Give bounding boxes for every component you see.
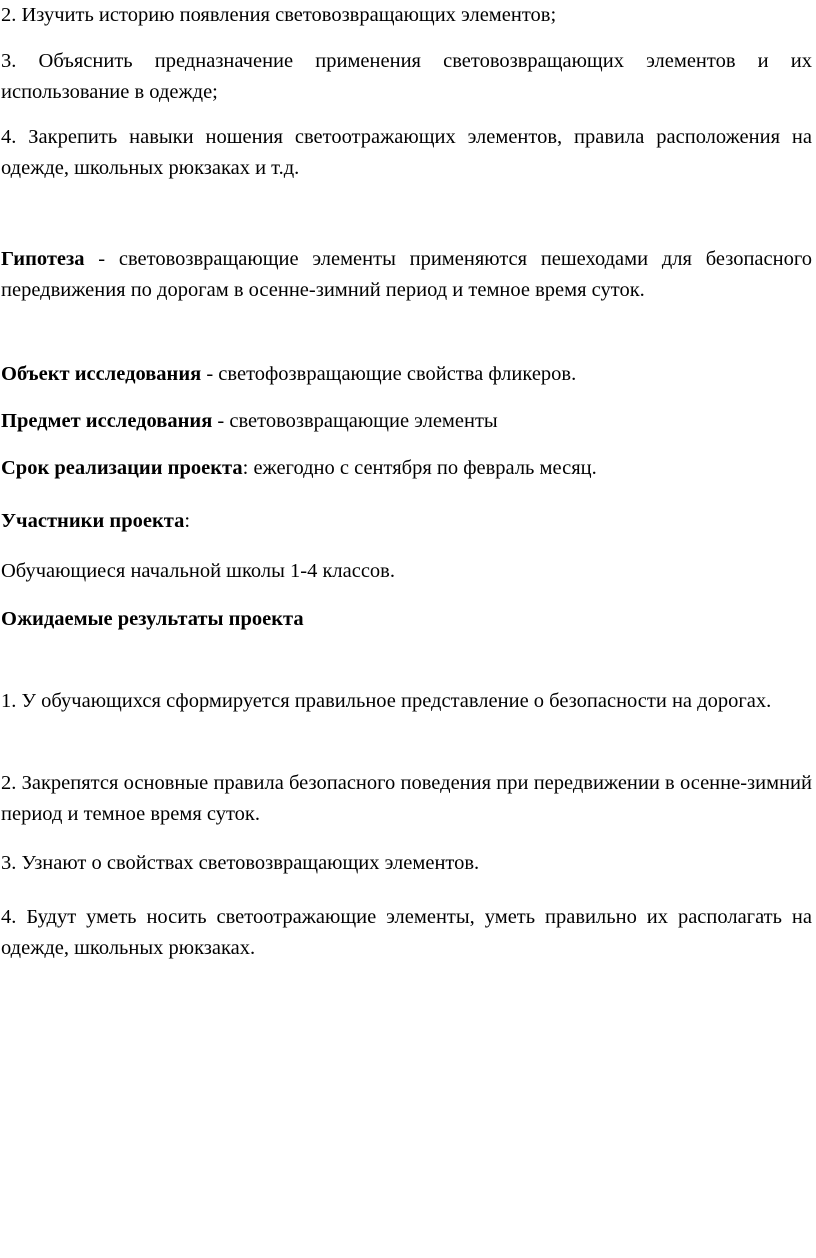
term-text: : ежегодно с сентября по февраль месяц. (242, 457, 597, 479)
results-heading: Ожидаемые результаты проекта (1, 608, 304, 630)
subject-paragraph (1, 406, 812, 437)
goal-item-3: 3. Объяснить предназначение применения световозвращающих элементов и их использование в одежде; (1, 50, 812, 103)
result-item-4: 4. Будут уметь носить светоотражающие элементы, уметь правильно их располагать на одежде, школьных рюкзаках. (1, 906, 812, 959)
result-item-3: 3. Узнают о свойствах световозвращающих элементов. (1, 852, 480, 874)
object-text: - светофозвращающие свойства фликеров. (201, 363, 577, 385)
subject-label: Предмет исследования (1, 410, 213, 432)
participants-colon: : (184, 510, 191, 532)
object-label: Объект исследования (1, 363, 202, 385)
subject-text: - световозвращающие элементы (212, 410, 498, 432)
result-item-1: 1. У обучающихся сформируется правильное представление о безопасности на дорогах. (1, 690, 772, 712)
hypothesis-text: - световозвращающие элементы применяются пешеходами для безопасного передвижения по дорогам в осенне-зимний период и темное время суток. (1, 248, 812, 301)
term-paragraph (1, 453, 812, 484)
participants-heading (1, 506, 812, 537)
participants-label: Участники проекта (1, 510, 185, 532)
hypothesis-label: Гипотеза (1, 248, 85, 270)
object-paragraph (1, 359, 812, 390)
goal-item-4: 4. Закрепить навыки ношения светоотражающих элементов, правила расположения на одежде, школьных рюкзаках и т.д. (1, 126, 812, 179)
goal-item-2: 2. Изучить историю появления световозвращающих элементов; (1, 4, 557, 26)
result-item-2: 2. Закрепятся основные правила безопасного поведения при передвижении в осенне-зимний период и темное время суток. (1, 772, 812, 825)
participants-text: Обучающиеся начальной школы 1-4 классов. (1, 560, 395, 582)
hypothesis-paragraph (1, 244, 812, 306)
term-label: Срок реализации проекта (1, 457, 243, 479)
